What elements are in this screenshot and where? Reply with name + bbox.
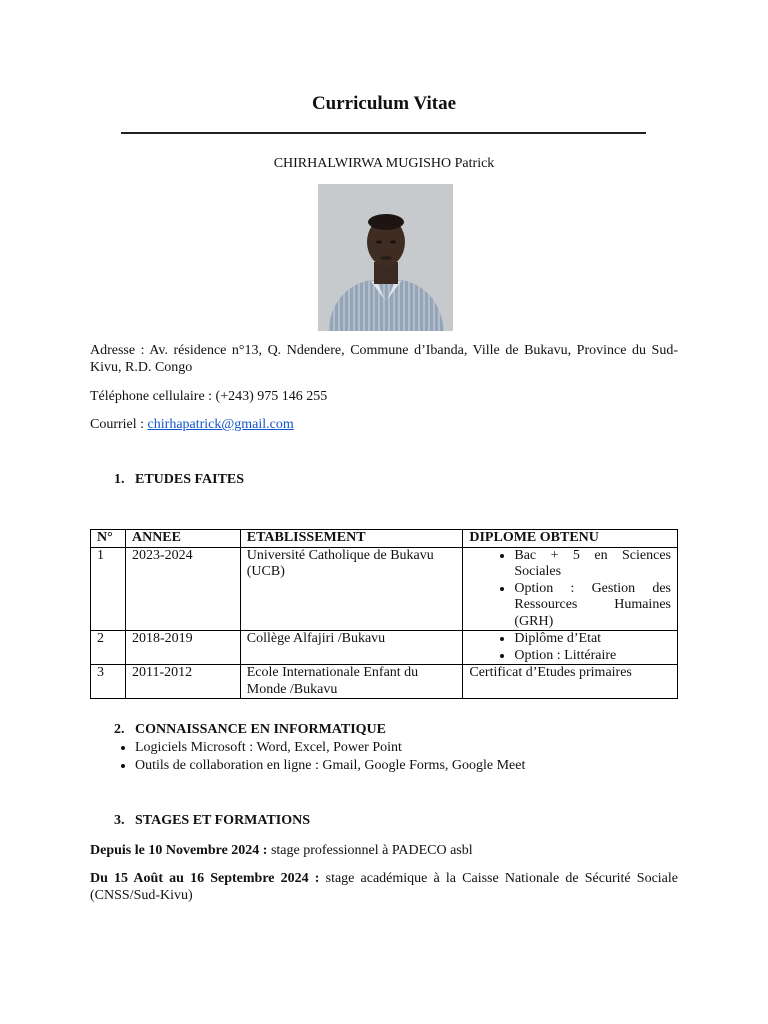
row-year: 2011-2012 xyxy=(125,665,240,699)
section-title: ETUDES FAITES xyxy=(135,472,245,487)
table-row xyxy=(91,631,678,665)
table-header-row xyxy=(91,530,678,548)
portrait-image xyxy=(318,184,453,331)
candidate-name: CHIRHALWIRWA MUGISHO Patrick xyxy=(273,156,495,171)
header-number: N° xyxy=(91,530,126,548)
document-title: Curriculum Vitae xyxy=(311,93,457,114)
row-year: 2018-2019 xyxy=(125,631,240,665)
header-diploma: DIPLOME OBTENU xyxy=(463,530,678,548)
section-title: STAGES ET FORMATIONS xyxy=(135,813,311,828)
row-number: 2 xyxy=(91,631,126,665)
computing-list xyxy=(90,739,525,775)
diploma-item: • Option : Gestion des Ressources Humaines (GRH) xyxy=(514,581,671,631)
section-heading-studies xyxy=(114,472,244,488)
internship-period: Depuis le 10 Novembre 2024 : xyxy=(90,843,268,858)
row-institution: Université Catholique de Bukavu (UCB) xyxy=(240,547,463,631)
section-heading-internships xyxy=(114,813,310,829)
internship-description: stage académique à la Caisse Nationale de Sécurité Sociale (CNSS/Sud-Kivu) xyxy=(90,871,678,903)
section-heading-computing xyxy=(114,722,386,738)
row-diploma xyxy=(463,631,678,665)
internship-entry xyxy=(90,870,678,904)
row-diploma xyxy=(463,547,678,631)
section-title: CONNAISSANCE EN INFORMATIQUE xyxy=(135,722,386,737)
row-number: 3 xyxy=(91,665,126,699)
list-item: • Logiciels Microsoft : Word, Excel, Power Point xyxy=(135,739,525,757)
section-number: 2. xyxy=(114,722,125,737)
row-year: 2023-2024 xyxy=(125,547,240,631)
profile-photo xyxy=(318,184,453,331)
section-number: 3. xyxy=(114,813,125,828)
address-line: Adresse : Av. résidence n°13, Q. Ndendere, Commune d’Ibanda, Ville de Bukavu, Province du Sud-Kivu, R.D. Congo xyxy=(90,343,678,375)
table-row xyxy=(91,547,678,631)
diploma-item: • Option : Littéraire xyxy=(514,648,671,665)
diploma-item: • Bac + 5 en Sciences Sociales xyxy=(514,548,671,581)
header-institution: ETABLISSEMENT xyxy=(240,530,463,548)
email-link[interactable]: chirhapatrick@gmail.com xyxy=(147,417,294,432)
table-row xyxy=(91,665,678,699)
list-item: • Outils de collaboration en ligne : Gmail, Google Forms, Google Meet xyxy=(135,757,525,775)
row-institution: Collège Alfajiri /Bukavu xyxy=(240,631,463,665)
studies-table xyxy=(90,529,678,699)
row-number: 1 xyxy=(91,547,126,631)
row-institution: Ecole Internationale Enfant du Monde /Bukavu xyxy=(240,665,463,699)
email-line xyxy=(90,416,678,433)
title-divider xyxy=(121,132,646,134)
header-year: ANNEE xyxy=(125,530,240,548)
diploma-item: • Diplôme d’Etat xyxy=(514,631,671,648)
internship-period: Du 15 Août au 16 Septembre 2024 : xyxy=(90,871,320,886)
row-diploma: Certificat d’Etudes primaires xyxy=(463,665,678,699)
email-label: Courriel : xyxy=(90,417,148,432)
section-number: 1. xyxy=(114,472,125,487)
internship-entry xyxy=(90,842,678,859)
internship-description: stage professionnel à PADECO asbl xyxy=(267,843,473,858)
phone-line: Téléphone cellulaire : (+243) 975 146 255 xyxy=(90,389,328,404)
